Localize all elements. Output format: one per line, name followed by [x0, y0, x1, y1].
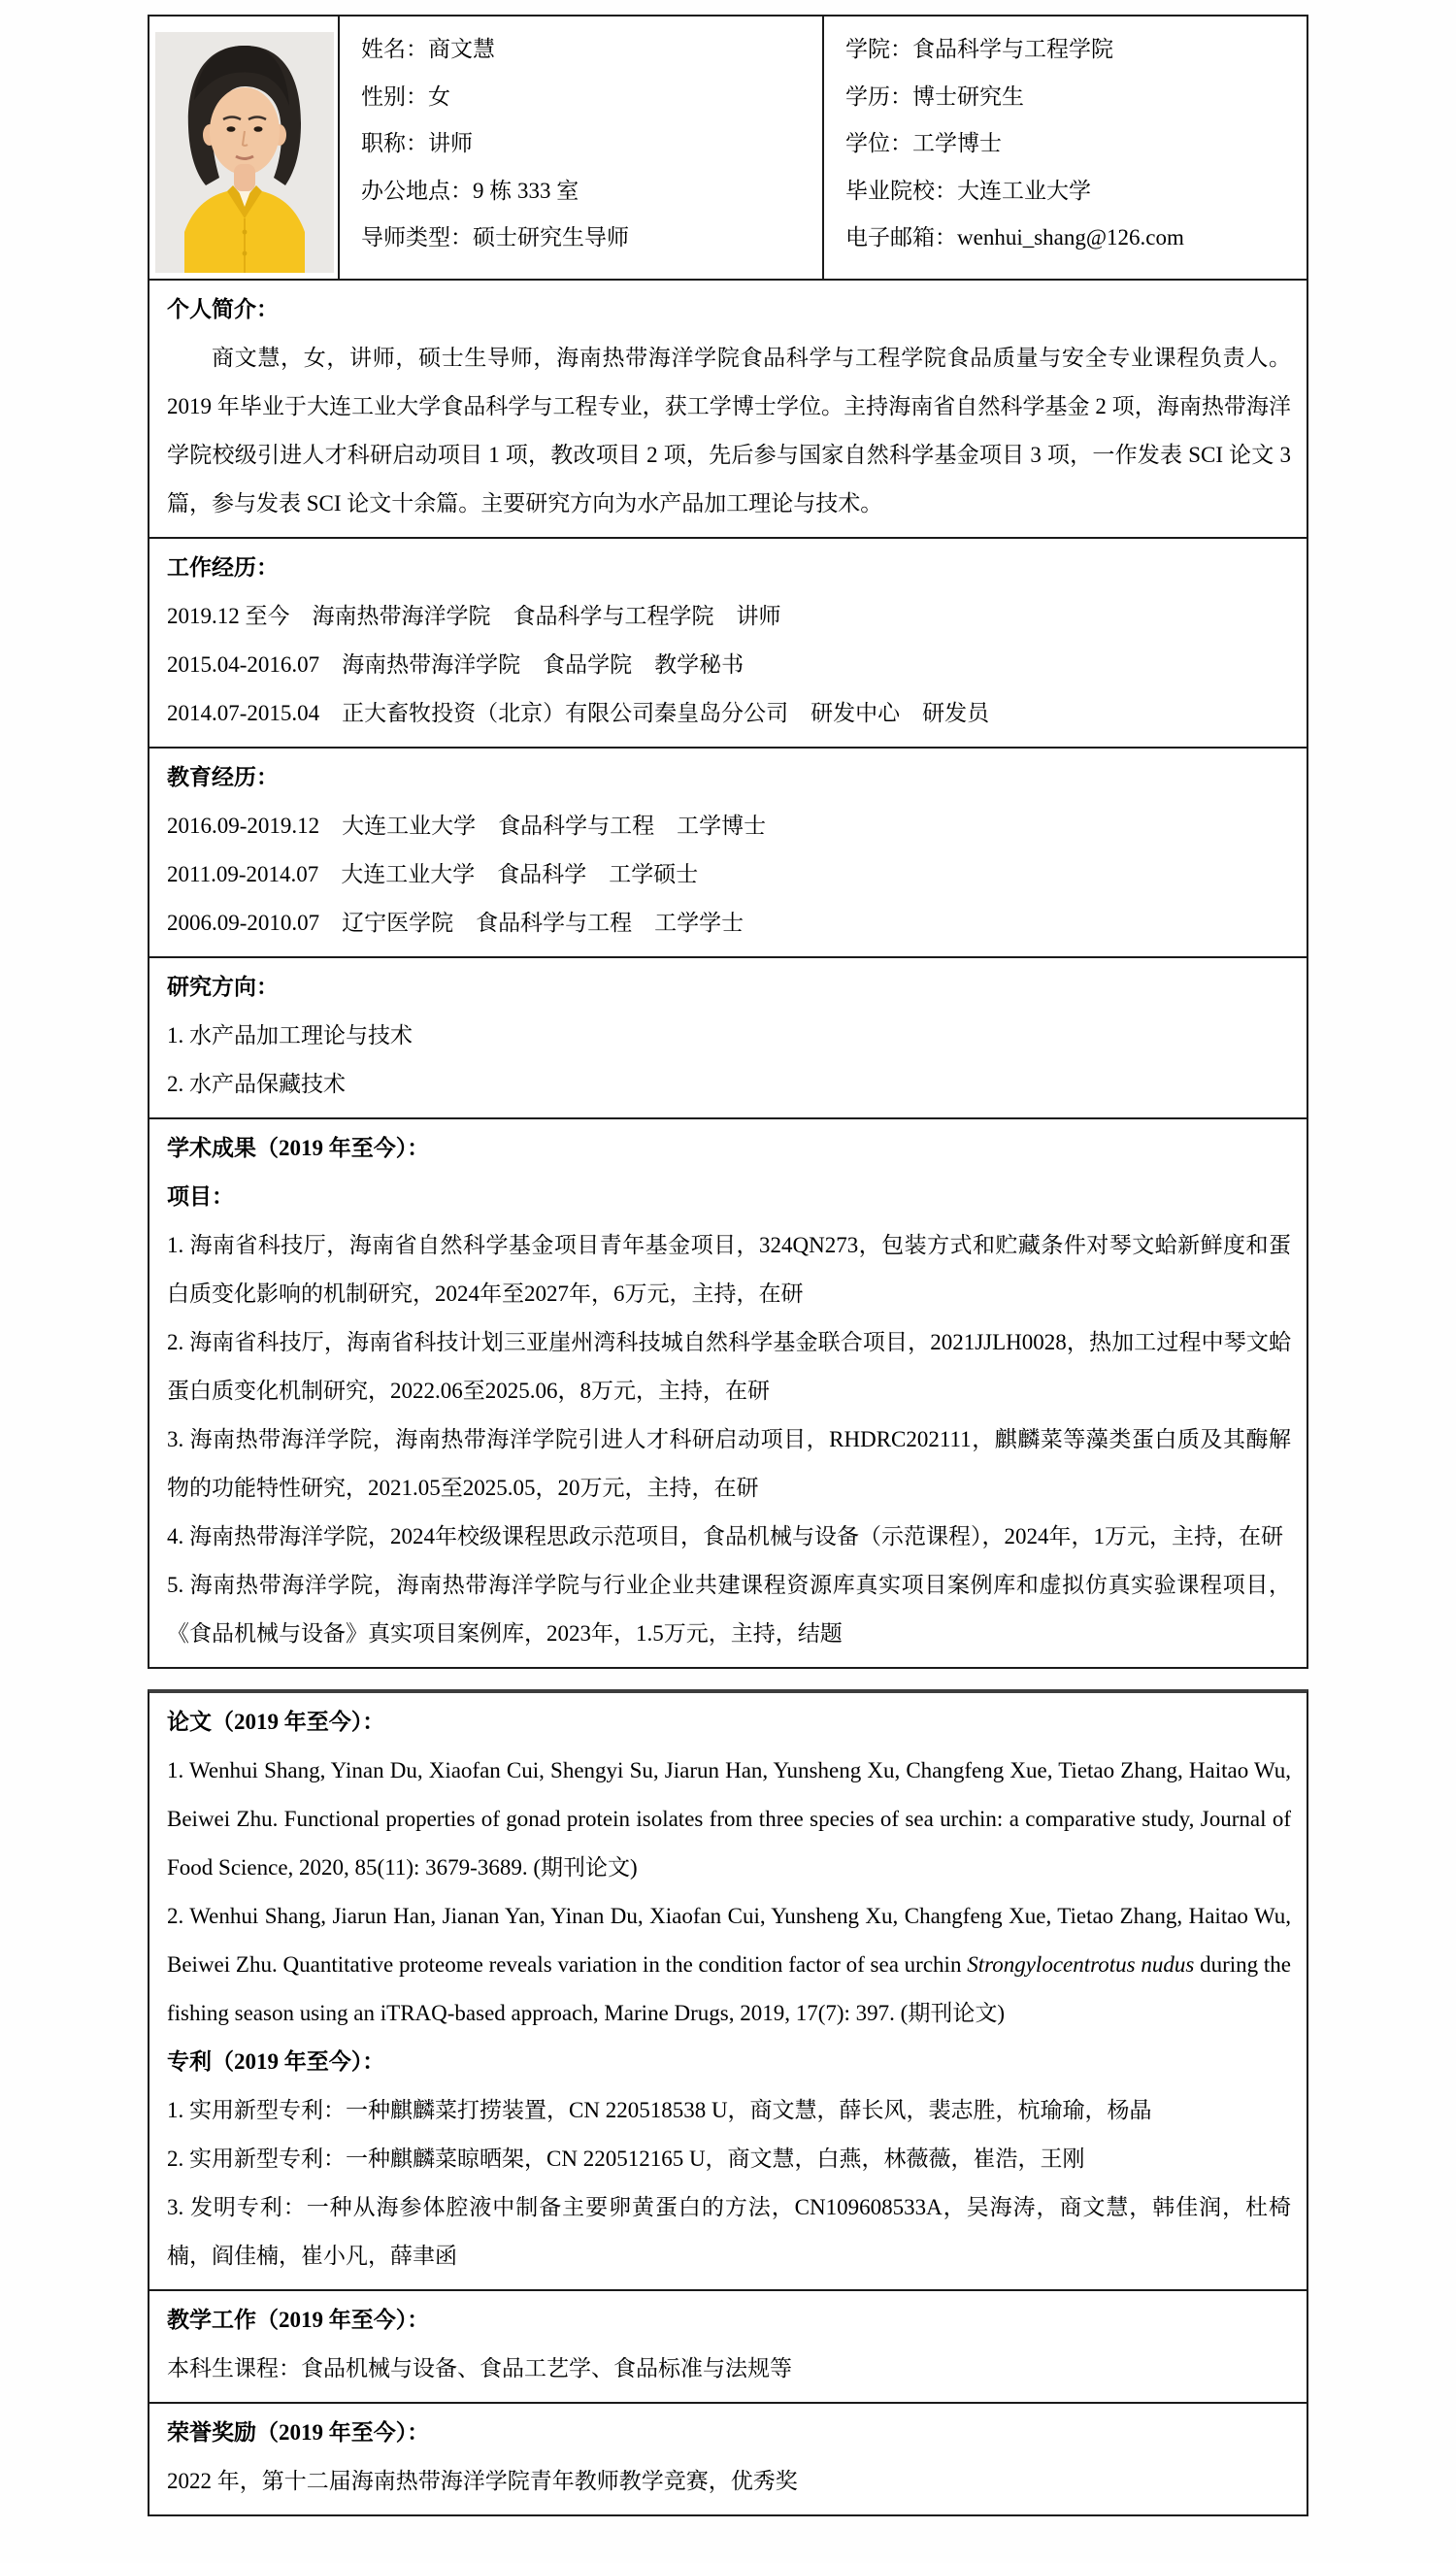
patent-item: 3. 发明专利：一种从海参体腔液中制备主要卵黄蛋白的方法，CN109608533A，吴海涛，商文慧，韩佳润，杜椅楠，阎佳楠，崔小凡，薛聿函	[167, 2195, 1291, 2268]
section-title: 学术成果（2019 年至今）：	[167, 1136, 430, 1160]
field-name: 姓名：商文慧	[361, 37, 495, 61]
field-title: 职称：讲师	[361, 131, 473, 155]
section-title: 研究方向：	[167, 975, 279, 999]
papers-title: 论文（2019 年至今）：	[167, 1710, 385, 1734]
section-research-directions	[149, 956, 1307, 1117]
photo-cell	[149, 17, 340, 279]
field-alma-mater: 毕业院校：大连工业大学	[845, 178, 1091, 203]
section-title: 荣誉奖励（2019 年至今）：	[167, 2420, 430, 2445]
research-item: 2. 水产品保藏技术	[167, 1072, 346, 1096]
section-education	[149, 747, 1307, 956]
basic-info-right-column	[824, 17, 1307, 279]
paper-text-tail: during the fishing season using an iTRAQ-based approach, Marine Drugs, 2019, 17(7): 397. (期刊论文)	[167, 1952, 1297, 2025]
section-title: 工作经历：	[167, 555, 279, 580]
paper-item: 1. Wenhui Shang, Yinan Du, Xiaofan Cui, Shengyi Su, Jiarun Han, Yunsheng Xu, Changfeng Xue, Tietao Zhang, Haitao Wu, Beiwei Zhu. Functional properties of gonad protein isolates from three species of sea urchin: a comparative study, Journal of Food Science, 2020, 85(11): 3679-3689. (期刊论文)	[167, 1758, 1297, 1880]
project-item: 2. 海南省科技厅，海南省科技计划三亚崖州湾科技城自然科学基金联合项目，2021JJLH0028，热加工过程中琴文蛤蛋白质变化机制研究，2022.06至2025.06，8万元，主持，在研	[167, 1330, 1291, 1403]
field-supervisor-type: 导师类型：硕士研究生导师	[361, 225, 629, 250]
project-item: 3. 海南热带海洋学院，海南热带海洋学院引进人才科研启动项目，RHDRC202111，麒麟菜等藻类蛋白质及其酶解物的功能特性研究，2021.05至2025.05，20万元，主持，在研	[167, 1427, 1291, 1500]
education-item: 2016.09-2019.12 大连工业大学 食品科学与工程 工学博士	[167, 814, 767, 838]
projects-subtitle: 项目：	[167, 1184, 234, 1209]
profile-table-secondary	[148, 1689, 1308, 2516]
section-honors	[149, 2402, 1307, 2514]
profile-document	[148, 15, 1308, 2516]
section-work-experience	[149, 537, 1307, 747]
species-name-italic: Strongylocentrotus nudus	[967, 1952, 1195, 1977]
paper-item	[167, 1892, 1297, 2038]
profile-table-main	[148, 15, 1308, 1669]
basic-info-left-column	[340, 17, 824, 279]
work-item: 2014.07-2015.04 正大畜牧投资（北京）有限公司秦皇岛分公司 研发中心 研发员	[167, 701, 990, 725]
field-education-level: 学历：博士研究生	[845, 83, 1024, 109]
section-profile-summary	[149, 279, 1307, 537]
section-title: 教育经历：	[167, 765, 279, 789]
field-gender: 性别：女	[361, 83, 450, 109]
teaching-courses: 本科生课程：食品机械与设备、食品工艺学、食品标准与法规等	[167, 2356, 792, 2380]
section-academic-achievements	[149, 1117, 1307, 1667]
profile-photo	[155, 32, 334, 273]
field-degree: 学位：工学博士	[845, 131, 1002, 155]
patents-title: 专利（2019 年至今）：	[167, 2049, 385, 2074]
research-item: 1. 水产品加工理论与技术	[167, 1023, 413, 1048]
paper-text-lead: 2. Wenhui Shang, Jiarun Han, Jianan Yan, Yinan Du, Xiaofan Cui, Yunsheng Xu, Changfeng Xue, Tietao Zhang, Haitao Wu, Beiwei Zhu. Quantitative proteome reveals variation in the condition factor of sea urchin	[167, 1904, 1297, 1977]
section-title: 教学工作（2019 年至今）：	[167, 2308, 430, 2332]
education-item: 2011.09-2014.07 大连工业大学 食品科学 工学硕士	[167, 862, 699, 886]
field-college: 学院：食品科学与工程学院	[845, 37, 1113, 61]
field-office: 办公地点：9 栋 333 室	[361, 178, 579, 203]
project-item: 4. 海南热带海洋学院，2024年校级课程思政示范项目，食品机械与设备（示范课程），2024年，1万元，主持，在研	[167, 1524, 1283, 1548]
field-email: 电子邮箱：wenhui_shang@126.com	[845, 225, 1184, 250]
section-teaching	[149, 2289, 1307, 2402]
patent-item: 2. 实用新型专利：一种麒麟菜晾晒架，CN 220512165 U，商文慧，白燕，林薇薇，崔浩，王刚	[167, 2147, 1085, 2171]
basic-info-row	[149, 17, 1307, 279]
education-item: 2006.09-2010.07 辽宁医学院 食品科学与工程 工学学士	[167, 911, 745, 935]
project-item: 1. 海南省科技厅，海南省自然科学基金项目青年基金项目，324QN273，包装方式和贮藏条件对琴文蛤新鲜度和蛋白质变化影响的机制研究，2024年至2027年，6万元，主持，在研	[167, 1233, 1291, 1306]
work-item: 2019.12 至今 海南热带海洋学院 食品科学与工程学院 讲师	[167, 604, 781, 628]
section-papers-and-patents	[149, 1693, 1307, 2289]
work-item: 2015.04-2016.07 海南热带海洋学院 食品学院 教学秘书	[167, 652, 745, 677]
profile-summary-paragraph: 商文慧，女，讲师，硕士生导师，海南热带海洋学院食品科学与工程学院食品质量与安全专业课程负责人。2019 年毕业于大连工业大学食品科学与工程专业，获工学博士学位。主持海南省自然科学基金 2 项，海南热带海洋学院校级引进人才科研启动项目 1 项，教改项目 2 项，先后参与国家自然科学基金项目 3 项，一作发表 SCI 论文 3 篇，参与发表 SCI 论文十余篇。主要研究方向为水产品加工理论与技术。	[167, 346, 1297, 516]
project-item: 5. 海南热带海洋学院，海南热带海洋学院与行业企业共建课程资源库真实项目案例库和虚拟仿真实验课程项目，《食品机械与设备》真实项目案例库，2023年，1.5万元，主持，结题	[167, 1573, 1291, 1646]
patent-item: 1. 实用新型专利：一种麒麟菜打捞装置，CN 220518538 U，商文慧，薛长风，裴志胜，杭瑜瑜，杨晶	[167, 2098, 1152, 2122]
section-title: 个人简介：	[167, 297, 279, 321]
honor-item: 2022 年，第十二届海南热带海洋学院青年教师教学竞赛，优秀奖	[167, 2469, 798, 2493]
